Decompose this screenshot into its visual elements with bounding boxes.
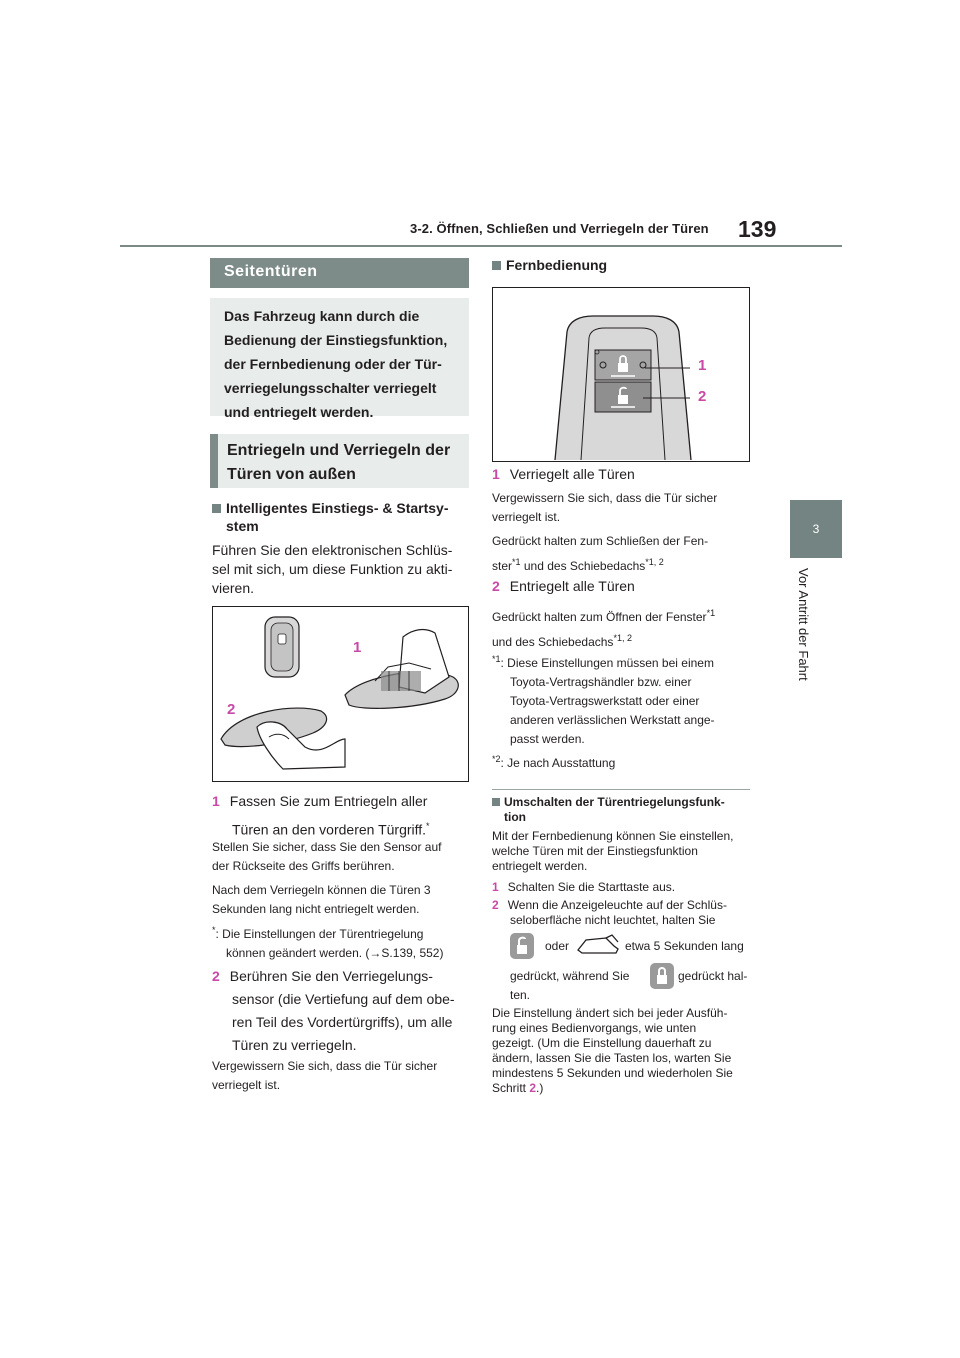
footnote-mark: *1 <box>706 608 716 618</box>
step-text: Berühren Sie den Verriegelungs- <box>229 968 433 984</box>
text-line: sel mit sich, um diese Funktion zu akti- <box>212 561 453 577</box>
intro-line: und entriegelt werden. <box>224 404 374 420</box>
footnote-mark: *2 <box>492 754 501 764</box>
step-1 <box>212 789 474 843</box>
text-line: mindestens 5 Sekunden und wiederholen Sie <box>492 1066 733 1080</box>
note-line: Vergewissern Sie sich, dass die Tür sicher <box>212 1059 438 1073</box>
step-text: gedrückt hal- <box>678 969 748 983</box>
door-handle-figure <box>212 606 469 782</box>
note-text: und des Schiebedachs <box>520 559 646 573</box>
intro-line: der Fernbedienung oder der Tür- <box>224 356 442 372</box>
step-text: ten. <box>510 988 531 1002</box>
intro-box <box>210 298 469 420</box>
figure-callout: 1 <box>698 357 707 374</box>
footnote-mark: *1, 2 <box>613 633 632 643</box>
footnote-mark: * <box>426 821 430 831</box>
key-fob-illustration <box>493 288 749 461</box>
footnote-line: : Diese Einstellungen müssen bei einem <box>500 656 714 670</box>
footnote-line: : Die Einstellungen der Türentriegelung <box>215 927 424 941</box>
header-rule <box>120 245 842 247</box>
heading-line: Intelligentes Einstiegs- & Startsy- <box>226 500 449 516</box>
footnote-line: können geändert werden. (→S.139, 552) <box>226 946 444 960</box>
switch-step-2-hold <box>510 963 760 989</box>
square-bullet-icon <box>492 261 501 270</box>
footnote-line: Toyota-Vertragshändler bzw. einer <box>510 675 692 689</box>
note-line: verriegelt ist. <box>212 1078 281 1092</box>
chapter-tab: 3 <box>790 500 842 558</box>
square-bullet-icon <box>492 798 500 806</box>
text-line: vieren. <box>212 580 255 596</box>
note-line: Nach dem Verriegeln können die Türen 3 <box>212 883 431 897</box>
remote-item-2-notes <box>492 603 754 653</box>
step-1-notes <box>212 838 474 919</box>
remote-item-2 <box>492 577 754 596</box>
item-text: Entriegelt alle Türen <box>509 578 635 594</box>
heading-line: stem <box>226 518 259 534</box>
text-line: ändern, lassen Sie die Tasten los, warten Sie <box>492 1051 732 1065</box>
door-handle-illustration <box>213 607 468 781</box>
text-line: rung eines Bedienvorgangs, wie unten <box>492 1021 697 1035</box>
back-door-icon <box>576 934 620 959</box>
text-line: gezeigt. (Um die Einstellung dauerhaft zu <box>492 1036 712 1050</box>
note-text: ster <box>492 559 513 573</box>
step-text: sensor (die Vertiefung auf dem obe- <box>232 991 455 1007</box>
remote-item-1-notes <box>492 489 754 576</box>
intro-line: Bedienung der Einstiegsfunktion, <box>224 332 448 348</box>
figure-callout: 2 <box>227 701 236 718</box>
text-line: welche Türen mit der Einstiegsfunktion <box>492 844 698 858</box>
smart-entry-text <box>212 541 474 598</box>
note-line: Sekunden lang nicht entriegelt werden. <box>212 902 420 916</box>
step-text: seloberfläche nicht leuchtet, halten Sie <box>510 913 716 927</box>
unlock-button-icon <box>510 933 534 962</box>
divider <box>492 789 750 790</box>
remote-heading <box>492 256 754 274</box>
text-line: .) <box>536 1081 544 1095</box>
footnote-mark: * <box>212 925 216 935</box>
remote-item-1 <box>492 465 754 484</box>
footnote-mark: *1 <box>492 654 501 664</box>
step-2 <box>212 965 474 1057</box>
step-text: gedrückt, während Sie <box>510 969 630 983</box>
text-line: Führen Sie den elektronischen Schlüs- <box>212 542 453 558</box>
item-number: 1 <box>492 466 500 482</box>
switch-heading <box>492 795 754 825</box>
footnote-mark: *1, 2 <box>645 557 664 567</box>
page-number: 139 <box>738 216 777 242</box>
step-number: 1 <box>212 793 220 809</box>
figure-callout: 1 <box>353 639 362 656</box>
section-heading: Seitentüren <box>210 258 469 288</box>
footnote <box>212 921 474 963</box>
footnote-line: anderen verlässlichen Werkstatt ange- <box>510 713 715 727</box>
step-reference: 2 <box>529 1081 537 1095</box>
step-number: 1 <box>492 880 499 894</box>
subheading-line: Türen von außen <box>227 466 356 483</box>
text-line: Die Einstellung ändert sich bei jeder Ausfüh- <box>492 1006 728 1020</box>
step-text: Fassen Sie zum Entriegeln aller <box>229 793 428 809</box>
footnote-2 <box>492 750 754 773</box>
chapter-title <box>795 568 819 708</box>
footnote-1 <box>492 650 754 749</box>
step-2-notes <box>212 1057 474 1095</box>
section-title: 3-2. Öffnen, Schließen und Verriegeln der Türen <box>410 221 709 236</box>
heading-line: Umschalten der Türentriegelungsfunk- <box>504 795 725 809</box>
square-bullet-icon <box>212 504 221 513</box>
lock-button-icon <box>650 963 674 992</box>
text-line: entriegelt werden. <box>492 859 588 873</box>
remote-figure <box>492 287 750 462</box>
item-number: 2 <box>492 578 500 594</box>
switch-step-2 <box>492 898 754 928</box>
text-line: Schritt <box>492 1081 527 1095</box>
step-text: Türen an den vorderen Türgriff. <box>232 821 427 838</box>
heading-text: Fernbedienung <box>506 257 608 273</box>
step-text: Türen zu verriegeln. <box>232 1037 357 1053</box>
note-line: Vergewissern Sie sich, dass die Tür sicher <box>492 491 718 505</box>
figure-callout: 2 <box>698 388 707 405</box>
text-line: Mit der Fernbedienung können Sie einstellen, <box>492 829 734 843</box>
chapter-title-text: Vor Antritt der Fahrt <box>796 568 811 681</box>
closing-paragraph <box>492 1006 754 1096</box>
footnote-line: Toyota-Vertragswerkstatt oder einer <box>510 694 700 708</box>
intro-line: verriegelungsschalter verriegelt <box>224 380 437 396</box>
note-text: und des Schiebedachs <box>492 635 614 649</box>
switch-step-1 <box>492 880 754 895</box>
step-text: Wenn die Anzeigeleuchte auf der Schlüs- <box>507 898 727 912</box>
duration-text: etwa 5 Sekunden lang <box>625 939 744 953</box>
step-number: 2 <box>492 898 499 912</box>
heading-line: tion <box>504 810 526 824</box>
item-text: Verriegelt alle Türen <box>509 466 635 482</box>
footnote-line: : Je nach Ausstattung <box>500 756 616 770</box>
note-line: Stellen Sie sicher, dass Sie den Sensor auf <box>212 840 442 854</box>
note-line: Gedrückt halten zum Schließen der Fen- <box>492 534 709 548</box>
switch-intro <box>492 829 754 874</box>
note-line: der Rückseite des Griffs berühren. <box>212 859 395 873</box>
step-text: Schalten Sie die Starttaste aus. <box>507 880 676 894</box>
footnote-line: passt werden. <box>510 732 585 746</box>
switch-step-2-buttons <box>510 933 760 959</box>
note-line: verriegelt ist. <box>492 510 561 524</box>
step-number: 2 <box>212 968 220 984</box>
subheading-line: Entriegeln und Verriegeln der <box>227 442 451 459</box>
conjunction-text: oder <box>545 939 570 953</box>
intro-line: Das Fahrzeug kann durch die <box>224 308 420 324</box>
smart-entry-heading <box>212 499 474 535</box>
subsection-heading <box>210 434 469 488</box>
note-text: Gedrückt halten zum Öffnen der Fenster <box>492 610 707 624</box>
step-text: ren Teil des Vordertürgriffs), um alle <box>232 1014 453 1030</box>
footnote-mark: *1 <box>512 557 521 567</box>
